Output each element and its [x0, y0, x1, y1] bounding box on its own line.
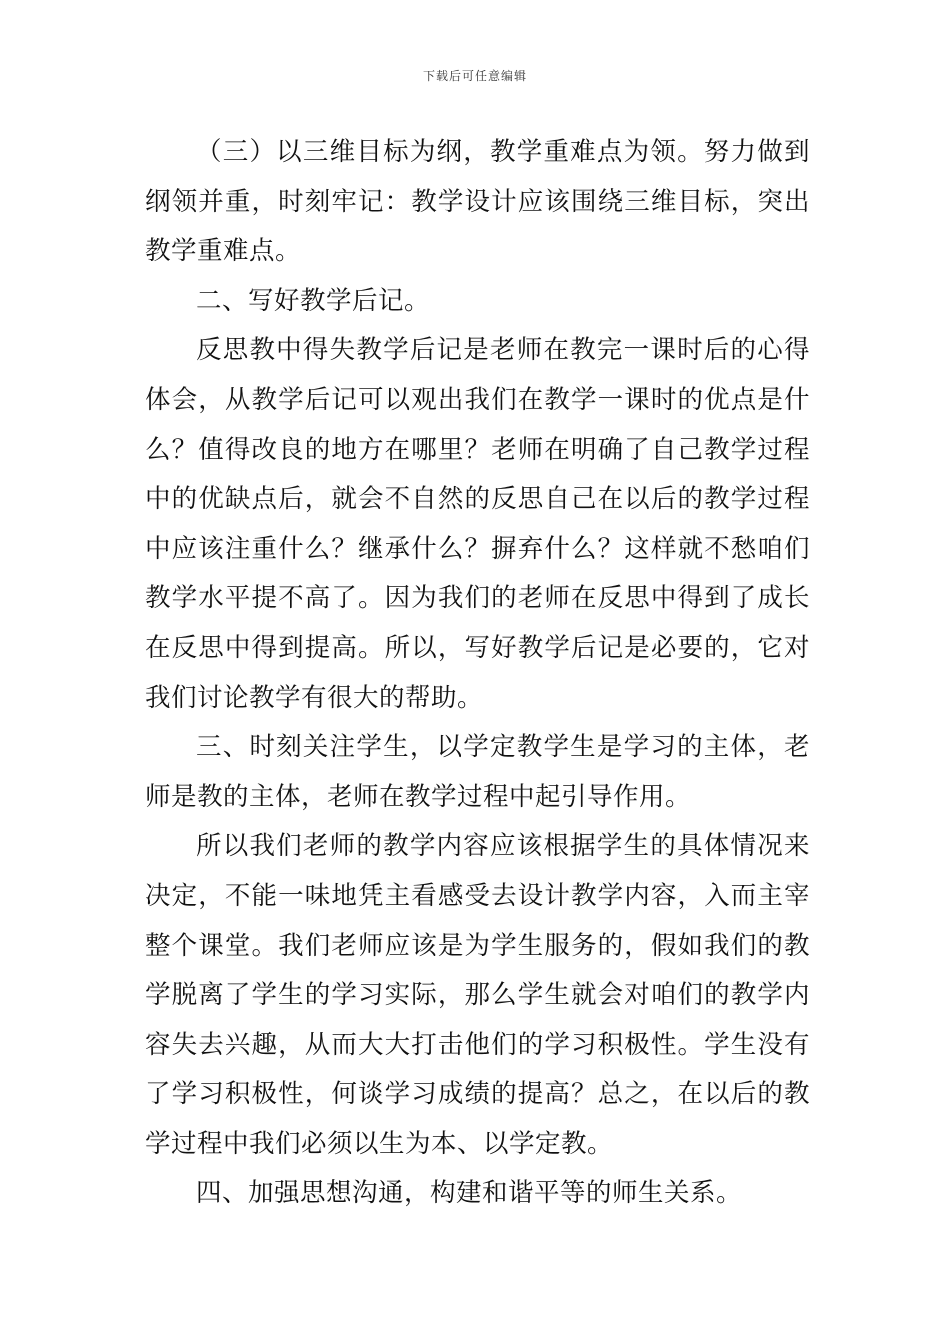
paragraph: （三）以三维目标为纲，教学重难点为领。努力做到纲领并重，时刻牢记：教学设计应该围绕三维目标，突出教学重难点。: [145, 137, 810, 267]
section-heading: 三、时刻关注学生，以学定教学生是学习的主体，老师是教的主体，老师在教学过程中起引导作用。: [145, 732, 810, 812]
section-heading: 二、写好教学后记。: [196, 285, 431, 316]
section-heading: 四、加强思想沟通，构建和谐平等的师生关系。: [196, 1178, 743, 1209]
page-header: 下载后可任意编辑: [422, 69, 527, 83]
paragraph: 反思教中得失教学后记是老师在教完一课时后的心得体会，从教学后记可以观出我们在教学一课时的优点是什么？值得改良的地方在哪里？老师在明确了自己教学过程中的优缺点后，就会不自然的反思自己在以后的教学过程中应该注重什么？继承什么？摒弃什么？这样就不愁咱们教学水平提不高了。因为我们的老师在反思中得到了成长在反思中得到提高。所以，写好教学后记是必要的，它对我们讨论教学有很大的帮助。: [145, 335, 810, 713]
document-body: [145, 128, 810, 1219]
paragraph: 所以我们老师的教学内容应该根据学生的具体情况来决定，不能一味地凭主看感受去设计教学内容，入而主宰整个课堂。我们老师应该是为学生服务的，假如我们的教学脱离了学生的学习实际，那么学生就会对咱们的教学内容失去兴趣，从而大大打击他们的学习积极性。学生没有了学习积极性，何谈学习成绩的提高？总之，在以后的教学过程中我们必须以生为本、以学定教。: [145, 831, 810, 1159]
